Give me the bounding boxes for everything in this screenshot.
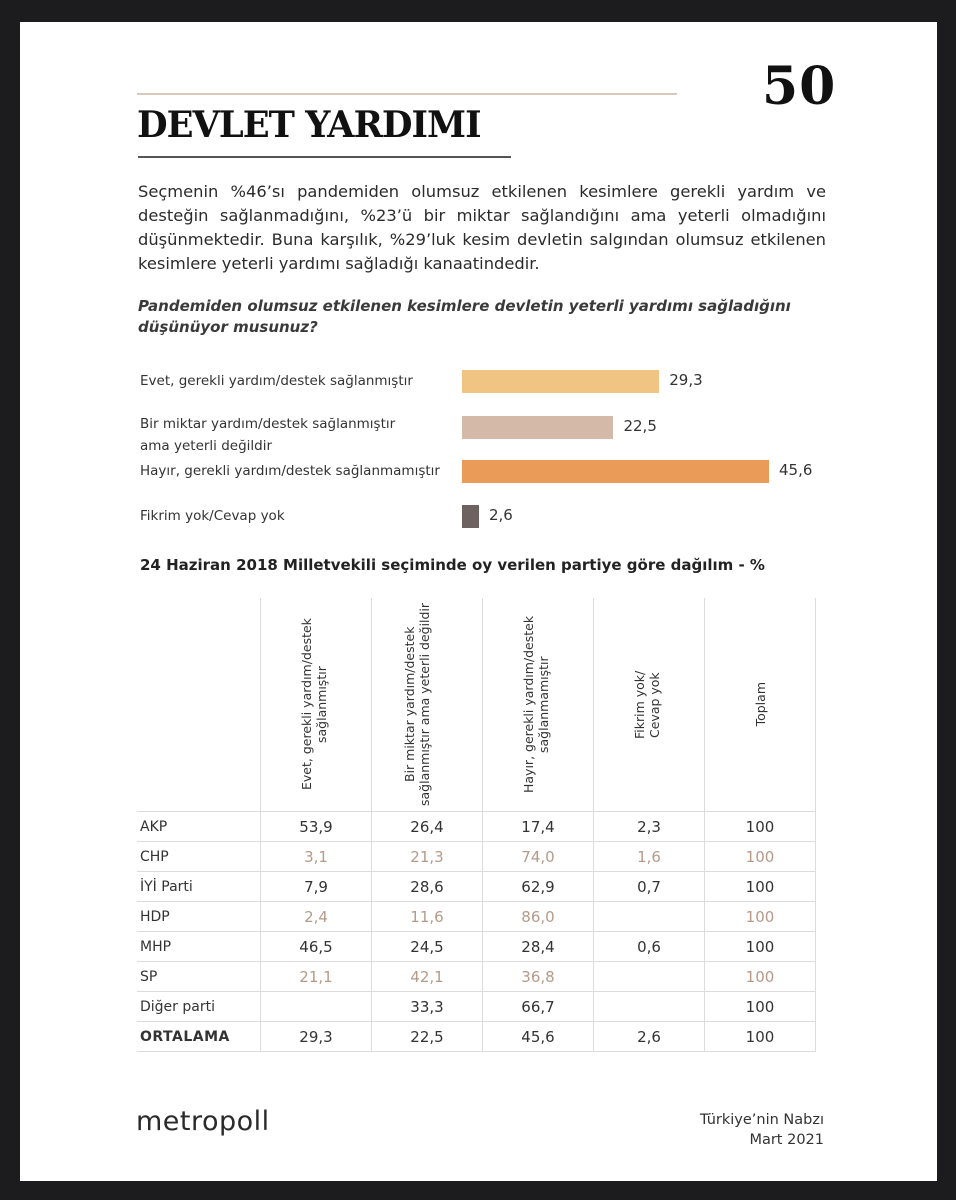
bar [462,505,479,528]
column-header [372,598,483,812]
table-cell: 62,9 [483,872,594,902]
bar [462,416,613,439]
table-cell: 100 [705,992,816,1022]
bar-value-label: 45,6 [779,461,813,479]
table-cell: 100 [705,932,816,962]
table-cell: 22,5 [372,1022,483,1052]
survey-question: Pandemiden olumsuz etkilenen kesimlere devletin yeterli yardımı sağladığını düşünüyor musunuz? [138,297,791,336]
party-name: ORTALAMA [137,1022,261,1052]
table-cell: 24,5 [372,932,483,962]
party-name: HDP [137,902,261,932]
table-cell: 42,1 [372,962,483,992]
column-header-label: Hayır, gerekli yardım/destek sağlanmamıştır [521,615,551,794]
table-row [137,842,816,872]
table-cell [594,962,705,992]
table-cell [594,902,705,932]
bar-category-label-line: Bir miktar yardım/destek sağlanmıştır [140,416,396,432]
table-cell: 74,0 [483,842,594,872]
table-cell: 26,4 [372,812,483,842]
party-name: Diğer parti [137,992,261,1022]
column-header-label: Fikrim yok/ Cevap yok [632,670,662,739]
title-underline [138,156,511,158]
table-row [137,992,816,1022]
table-cell: 100 [705,1022,816,1052]
party-name: CHP [137,842,261,872]
party-name: AKP [137,812,261,842]
intro-paragraph: Seçmenin %46’sı pandemiden olumsuz etkilenen kesimlere gerekli yardım ve desteğin sağlanmadığını, %23’ü bir miktar sağlandığını ama yeterli olmadığını düşünmektedir. Buna karşılık, %29’luk kesim devletin salgından olumsuz etkilenen kesimlere yeterli yardımı sağladığı kanaatindedir. [138,182,826,273]
bar-value-label: 22,5 [623,417,657,435]
bar-category-label-line: Fikrim yok/Cevap yok [140,508,285,524]
table-cell: 36,8 [483,962,594,992]
publication-info [700,1110,824,1150]
table-cell: 2,3 [594,812,705,842]
table-cell: 11,6 [372,902,483,932]
table-cell: 33,3 [372,992,483,1022]
table-cell: 7,9 [261,872,372,902]
column-header [483,598,594,812]
bar-category-label-line: Evet, gerekli yardım/destek sağlanmıştır [140,373,413,389]
table-row [137,962,816,992]
party-name: İYİ Parti [137,872,261,902]
table-cell: 2,6 [594,1022,705,1052]
table-cell: 0,6 [594,932,705,962]
column-header-label: Evet, gerekli yardım/destek sağlanmıştır [299,618,329,791]
metropoll-logo: metropoll [136,1106,270,1137]
table-cell: 45,6 [483,1022,594,1052]
table-cell: 53,9 [261,812,372,842]
column-header [705,598,816,812]
column-header-label: Bir miktar yardım/destek sağlanmıştır ama yeterli değildir [402,602,432,807]
publication-date: Mart 2021 [749,1132,824,1148]
bar-category-label [140,413,395,457]
table-cell: 1,6 [594,842,705,872]
table-row [137,1022,816,1052]
table-cell: 86,0 [483,902,594,932]
table-header-row [137,598,816,812]
page-title: DEVLET YARDIMI [137,104,481,146]
table-cell: 100 [705,962,816,992]
publication-name: Türkiye’nin Nabzı [699,1112,824,1128]
bar [462,370,659,393]
party-name: SP [137,962,261,992]
bar [462,460,769,483]
table-cell: 100 [705,842,816,872]
table-row [137,812,816,842]
table-cell: 29,3 [261,1022,372,1052]
table-cell: 100 [705,812,816,842]
bar-value-label: 2,6 [489,506,513,524]
header-blank [137,598,261,812]
party-name: MHP [137,932,261,962]
table-cell: 100 [705,902,816,932]
table-row [137,872,816,902]
table-cell: 3,1 [261,842,372,872]
column-header [261,598,372,812]
table-subtitle: 24 Haziran 2018 Milletvekili seçiminde oy verilen partiye göre dağılım - % [140,556,765,574]
table-row [137,902,816,932]
table-row [137,932,816,962]
column-header-label: Toplam [752,682,768,727]
table-cell: 28,6 [372,872,483,902]
table-cell: 21,3 [372,842,483,872]
bar-value-label: 29,3 [669,371,703,389]
table-cell: 46,5 [261,932,372,962]
table-cell: 66,7 [483,992,594,1022]
party-distribution-table [137,598,816,1052]
table-cell: 0,7 [594,872,705,902]
bar-category-label-line: ama yeterli değildir [140,438,273,454]
bar-category-label [140,370,413,392]
table-cell: 21,1 [261,962,372,992]
table-cell: 100 [705,872,816,902]
column-header [594,598,705,812]
table-cell: 2,4 [261,902,372,932]
table-cell [594,992,705,1022]
bar-category-label-line: Hayır, gerekli yardım/destek sağlanmamıştır [140,463,440,479]
top-rule [137,93,677,95]
page-number: 50 [762,56,837,117]
table-cell: 28,4 [483,932,594,962]
bar-category-label [140,505,285,527]
table-cell [261,992,372,1022]
bar-category-label [140,460,440,482]
table-cell: 17,4 [483,812,594,842]
